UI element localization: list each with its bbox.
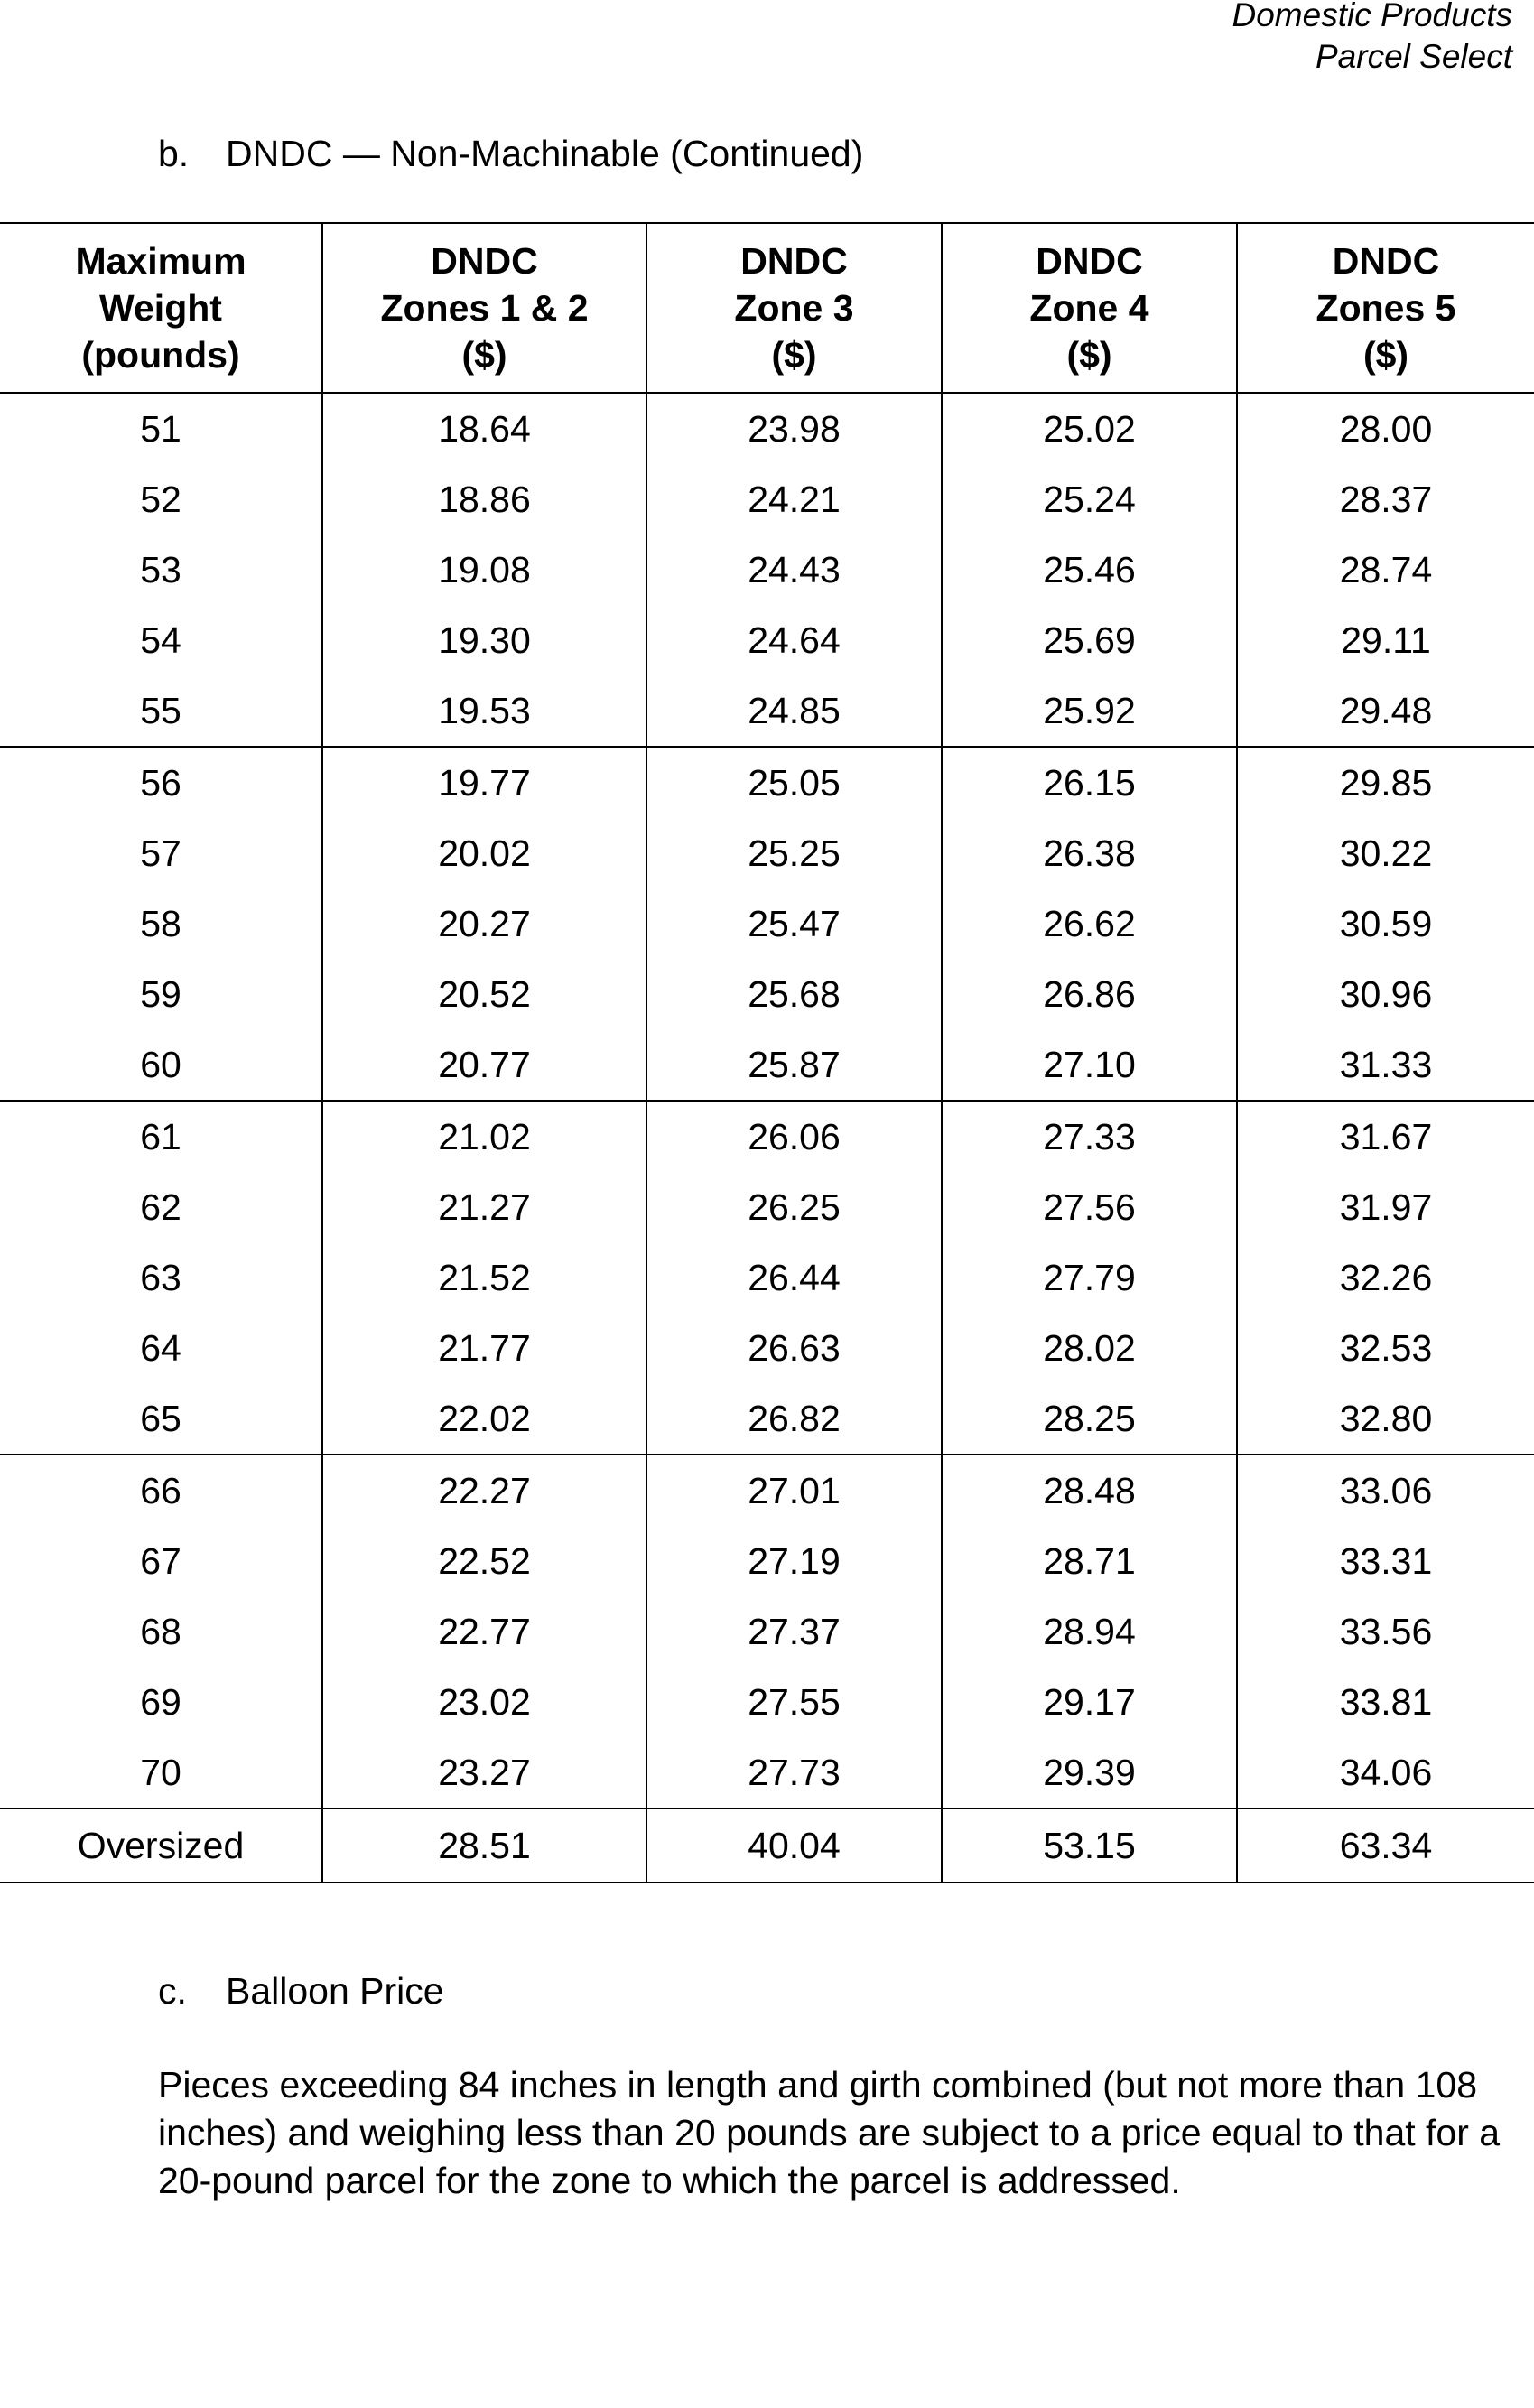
price-cell: 32.53 [1237, 1313, 1534, 1383]
price-cell: 33.56 [1237, 1596, 1534, 1667]
price-cell: 21.27 [322, 1172, 646, 1242]
price-cell: 22.77 [322, 1596, 646, 1667]
price-cell: 33.31 [1237, 1526, 1534, 1596]
weight-cell: 69 [140, 1681, 181, 1723]
table-row [0, 888, 1534, 959]
price-cell: 25.47 [646, 888, 942, 959]
price-cell: 26.82 [646, 1383, 942, 1455]
price-cell: 26.06 [646, 1101, 942, 1172]
weight-cell: 62 [140, 1186, 181, 1228]
table-row [0, 818, 1534, 888]
price-cell: 31.97 [1237, 1172, 1534, 1242]
price-cell: 19.77 [322, 747, 646, 818]
price-cell: 28.25 [942, 1383, 1237, 1455]
table-row [0, 1526, 1534, 1596]
price-cell: 25.25 [646, 818, 942, 888]
rate-table [0, 222, 1534, 1883]
price-cell: 31.67 [1237, 1101, 1534, 1172]
price-cell: 27.33 [942, 1101, 1237, 1172]
price-cell: 63.34 [1237, 1808, 1534, 1883]
price-cell: 34.06 [1237, 1737, 1534, 1808]
price-cell: 29.11 [1237, 605, 1534, 675]
price-cell: 27.73 [646, 1737, 942, 1808]
section-b-heading [158, 131, 863, 176]
table-row [0, 1172, 1534, 1242]
column-header-zones-1-2: DNDC Zones 1 & 2 ($) [322, 223, 646, 393]
price-cell: 29.17 [942, 1667, 1237, 1737]
table-row [0, 1313, 1534, 1383]
price-cell: 32.80 [1237, 1383, 1534, 1455]
price-cell: 29.85 [1237, 747, 1534, 818]
price-cell: 33.06 [1237, 1455, 1534, 1526]
weight-cell: 60 [140, 1044, 181, 1085]
weight-cell: 59 [140, 973, 181, 1015]
table-row [0, 959, 1534, 1029]
weight-cell: 66 [0, 1455, 322, 1526]
price-cell: 28.00 [1237, 393, 1534, 464]
price-cell: 20.52 [322, 959, 646, 1029]
price-cell: 40.04 [646, 1808, 942, 1883]
price-cell: 25.69 [942, 605, 1237, 675]
price-cell: 32.26 [1237, 1242, 1534, 1313]
price-cell: 53.15 [942, 1808, 1237, 1883]
table-row [0, 1029, 1534, 1101]
price-cell: 18.64 [322, 393, 646, 464]
price-cell: 23.27 [322, 1737, 646, 1808]
price-cell: 30.59 [1237, 888, 1534, 959]
price-cell: 25.87 [646, 1029, 942, 1101]
section-c-heading [158, 1968, 444, 2013]
price-cell: 28.51 [322, 1808, 646, 1883]
weight-cell: Oversized [0, 1808, 322, 1883]
table-row [0, 747, 1534, 818]
weight-cell: 70 [140, 1752, 181, 1793]
price-cell: 26.63 [646, 1313, 942, 1383]
weight-cell: 64 [140, 1327, 181, 1369]
table-row [0, 464, 1534, 535]
weight-cell: 61 [0, 1101, 322, 1172]
price-cell: 25.46 [942, 535, 1237, 605]
price-cell: 25.02 [942, 393, 1237, 464]
price-cell: 25.68 [646, 959, 942, 1029]
price-cell: 28.37 [1237, 464, 1534, 535]
table-row [0, 675, 1534, 747]
price-cell: 24.64 [646, 605, 942, 675]
page-running-header [1232, 0, 1513, 78]
table-row [0, 1383, 1534, 1455]
balloon-price-paragraph: Pieces exceeding 84 inches in length and girth combined (but not more than 108 inches) and weighing less than 20 pounds are subject to a price equal to that for a 20-pound parcel for the zone to which the parcel is addressed. [158, 2064, 1501, 2201]
price-cell: 20.02 [322, 818, 646, 888]
section-b-marker: b. [158, 133, 190, 174]
column-header-max-weight: Maximum Weight (pounds) [0, 223, 322, 393]
weight-cell: 53 [140, 549, 181, 590]
price-cell: 26.38 [942, 818, 1237, 888]
table-row [0, 605, 1534, 675]
price-cell: 25.24 [942, 464, 1237, 535]
table-row-oversized [0, 1808, 1534, 1883]
price-cell: 21.77 [322, 1313, 646, 1383]
weight-cell: 65 [140, 1398, 181, 1439]
weight-cell: 55 [140, 690, 181, 731]
weight-cell: 57 [140, 832, 181, 874]
table-row [0, 535, 1534, 605]
weight-cell: 58 [140, 903, 181, 944]
price-cell: 27.55 [646, 1667, 942, 1737]
price-cell: 19.53 [322, 675, 646, 747]
price-cell: 29.39 [942, 1737, 1237, 1808]
price-cell: 27.19 [646, 1526, 942, 1596]
price-cell: 26.62 [942, 888, 1237, 959]
price-cell: 24.21 [646, 464, 942, 535]
weight-cell: 56 [0, 747, 322, 818]
weight-cell: 63 [140, 1257, 181, 1298]
price-cell: 26.86 [942, 959, 1237, 1029]
column-header-zone-3: DNDC Zone 3 ($) [646, 223, 942, 393]
price-cell: 22.52 [322, 1526, 646, 1596]
price-cell: 28.94 [942, 1596, 1237, 1667]
price-cell: 19.30 [322, 605, 646, 675]
price-cell: 26.25 [646, 1172, 942, 1242]
price-cell: 25.92 [942, 675, 1237, 747]
table-row [0, 1242, 1534, 1313]
weight-cell: 51 [140, 408, 181, 450]
price-cell: 21.02 [322, 1101, 646, 1172]
table-row [0, 1667, 1534, 1737]
section-c-title: Balloon Price [226, 1970, 444, 2012]
price-cell: 31.33 [1237, 1029, 1534, 1101]
price-cell: 18.86 [322, 464, 646, 535]
price-cell: 26.15 [942, 747, 1237, 818]
column-header-zones-5: DNDC Zones 5 ($) [1237, 223, 1534, 393]
price-cell: 24.43 [646, 535, 942, 605]
section-c-marker: c. [158, 1970, 187, 2012]
price-cell: 20.77 [322, 1029, 646, 1101]
table-row [0, 393, 1534, 464]
price-cell: 24.85 [646, 675, 942, 747]
price-cell: 28.48 [942, 1455, 1237, 1526]
price-cell: 28.02 [942, 1313, 1237, 1383]
price-cell: 27.37 [646, 1596, 942, 1667]
price-cell: 21.52 [322, 1242, 646, 1313]
table-row [0, 1101, 1534, 1172]
price-cell: 28.71 [942, 1526, 1237, 1596]
price-cell: 20.27 [322, 888, 646, 959]
weight-cell: 67 [140, 1540, 181, 1582]
price-cell: 19.08 [322, 535, 646, 605]
weight-cell: 54 [140, 619, 181, 661]
column-header-zone-4: DNDC Zone 4 ($) [942, 223, 1237, 393]
price-cell: 30.96 [1237, 959, 1534, 1029]
price-cell: 33.81 [1237, 1667, 1534, 1737]
running-header-line-1: Domestic Products [1232, 0, 1512, 33]
price-cell: 27.79 [942, 1242, 1237, 1313]
price-cell: 25.05 [646, 747, 942, 818]
price-cell: 30.22 [1237, 818, 1534, 888]
price-cell: 26.44 [646, 1242, 942, 1313]
table-row [0, 1455, 1534, 1526]
price-cell: 27.01 [646, 1455, 942, 1526]
price-cell: 29.48 [1237, 675, 1534, 747]
price-cell: 22.27 [322, 1455, 646, 1526]
price-cell: 27.10 [942, 1029, 1237, 1101]
price-cell: 28.74 [1237, 535, 1534, 605]
section-b-title: DNDC — Non-Machinable (Continued) [226, 133, 864, 174]
price-cell: 22.02 [322, 1383, 646, 1455]
weight-cell: 52 [140, 479, 181, 520]
running-header-line-2: Parcel Select [1316, 38, 1512, 75]
table-row [0, 1737, 1534, 1808]
price-cell: 23.02 [322, 1667, 646, 1737]
price-cell: 23.98 [646, 393, 942, 464]
price-cell: 27.56 [942, 1172, 1237, 1242]
weight-cell: 68 [140, 1611, 181, 1652]
table-row [0, 1596, 1534, 1667]
table-header-row [0, 223, 1534, 393]
